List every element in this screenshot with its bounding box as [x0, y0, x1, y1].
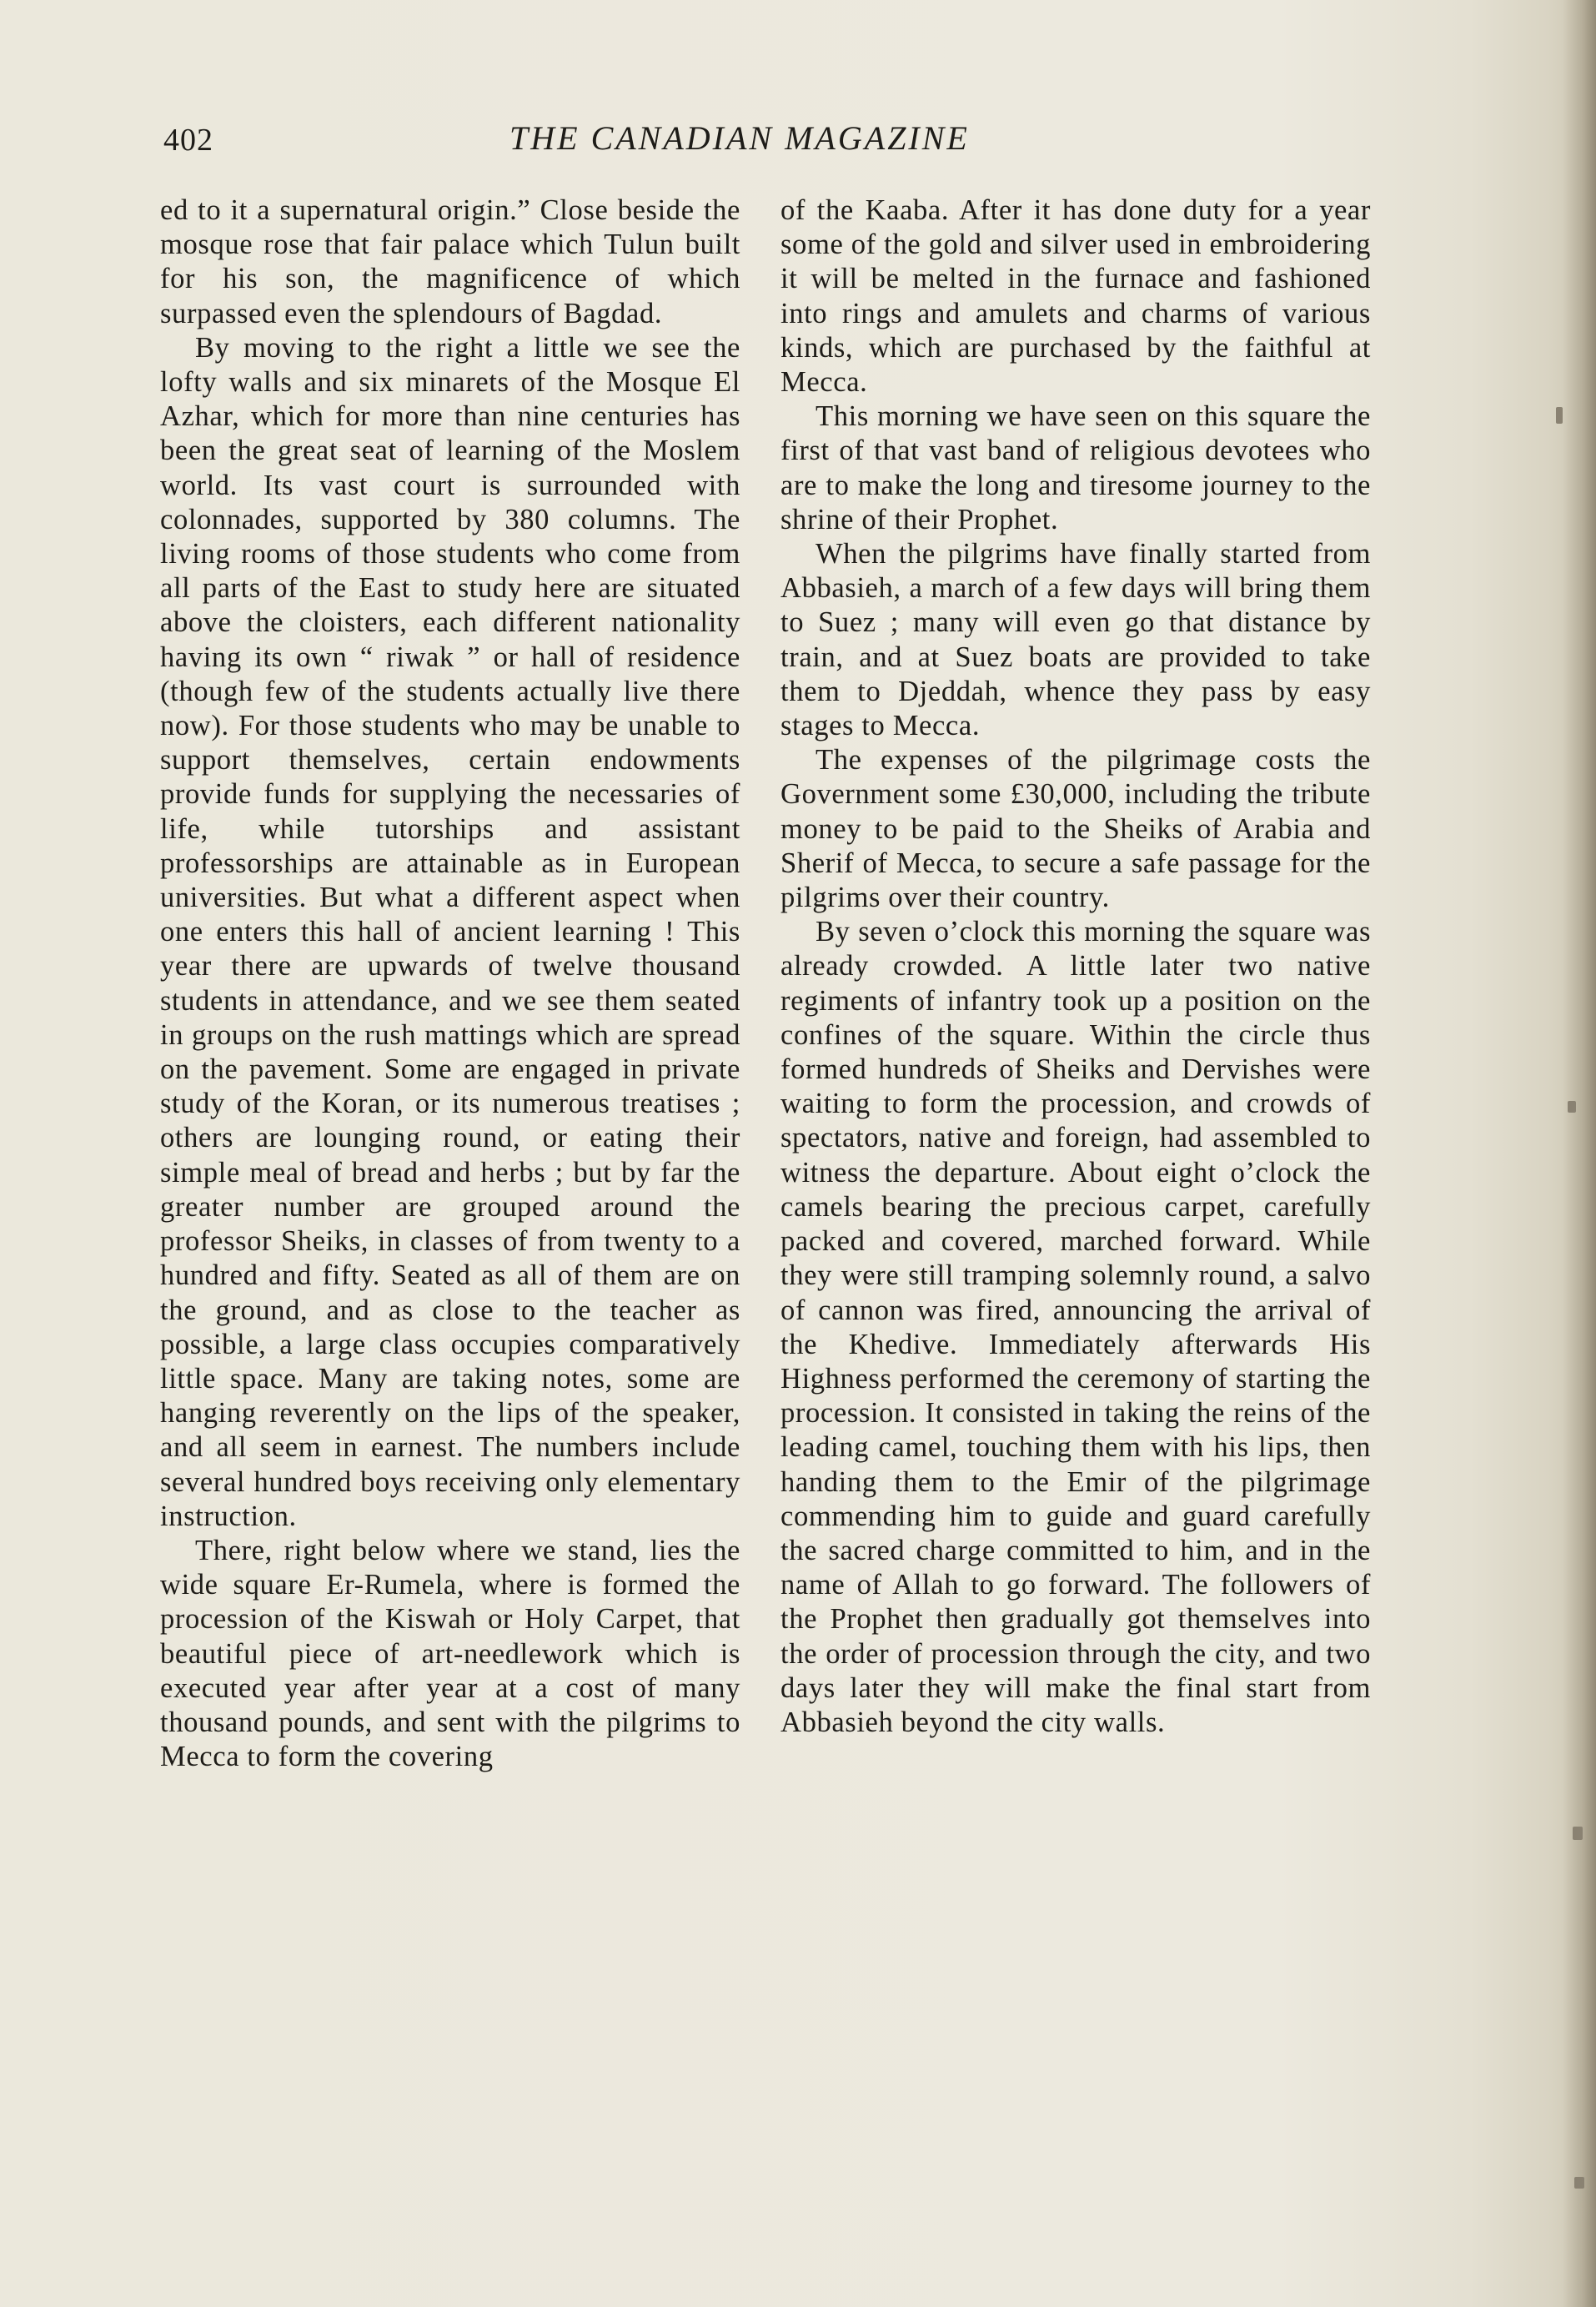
- page-gutter-shadow: [1563, 0, 1596, 2307]
- running-title: THE CANADIAN MAGAZINE: [509, 119, 970, 157]
- paragraph: The expenses of the pilgrimage costs the Government some £30,000, including the tribute money to be paid to the Sheiks of Arabia and Sherif of Mecca, to secure a safe passage for the pilgrims over their country.: [780, 744, 1371, 914]
- paragraph: ed to it a supernatural origin.” Close beside the mosque rose that fair palace which Tulun built for his son, the magnificence of which surpassed even the splendours of Bagdad.: [160, 194, 740, 329]
- edge-speck: [1573, 1827, 1583, 1840]
- page-header: [163, 115, 1373, 165]
- paragraph: By moving to the right a little we see the lofty walls and six minarets of the Mosque El Azhar, which for more than nine centuries has been the great seat of learning of the Moslem world. Its vast court is surrounded with colonnades, supported by 380 columns. The living rooms of those students who come from all parts of the East to study here are situated above the cloisters, each different nationality having its own “ riwak ” or hall of residence (though few of the students actually live there now). For those students who may be unable to support themselves, certain endowments provide funds for supplying the necessaries of life, while tutorships and assistant professorships are attainable as in European universities. But what a different aspect when one enters this hall of ancient learning ! This year there are upwards of twelve thousand students in attendance, and we see them seated in groups on the rush mattings which are spread on the pavement. Some are engaged in private study of the Koran, or its numerous treatises ; others are lounging round, or eating their simple meal of bread and herbs ; but by far the greater number are grouped around the professor Sheiks, in classes of from twenty to a hundred and fifty. Seated as all of them are on the ground, and as close to the teacher as possible, a large class occupies comparatively little space. Many are taking notes, some are hanging reverently on the lips of the speaker, and all seem in earnest. The numbers include several hundred boys receiving only elementary instruction.: [160, 331, 740, 1532]
- page-number: 402: [163, 123, 213, 158]
- edge-speck: [1568, 1101, 1576, 1113]
- right-column: [780, 194, 1371, 1740]
- edge-speck: [1574, 2177, 1584, 2189]
- edge-speck: [1556, 407, 1563, 424]
- paragraph: of the Kaaba. After it has done duty for a year some of the gold and silver used in embroidering it will be melted in the furnace and fashioned into rings and amulets and charms of various kinds, which are purchased by the faithful at Mecca.: [780, 194, 1371, 399]
- paragraph: When the pilgrims have finally started from Abbasieh, a march of a few days will bring them to Suez ; many will even go that distance by train, and at Suez boats are provided to take them to Djeddah, whence they pass by easy stages to Mecca.: [780, 538, 1371, 742]
- left-column: [160, 194, 740, 1774]
- paragraph: By seven o’clock this morning the square was already crowded. A little later two native regiments of infantry took up a position on the confines of the square. Within the circle thus formed hundreds of Sheiks and Dervishes were waiting to form the procession, and crowds of spectators, native and foreign, had assembled to witness the departure. About eight o’clock the camels bearing the precious carpet, carefully packed and covered, marched forward. While they were still tramping solemnly round, a salvo of cannon was fired, announcing the arrival of the Khedive. Immediately afterwards His Highness performed the ceremony of starting the procession. It consisted in taking the reins of the leading camel, touching them with his lips, then handing them to the Emir of the pilgrimage commending him to guide and guard carefully the sacred charge committed to him, and in the name of Allah to go forward. The followers of the Prophet then gradually got themselves into the order of procession through the city, and two days later they will make the final start from Abbasieh beyond the city walls.: [780, 916, 1371, 1738]
- paragraph: This morning we have seen on this square the first of that vast band of religious devotees who are to make the long and tiresome journey to the shrine of their Prophet.: [780, 400, 1371, 535]
- paragraph: There, right below where we stand, lies the wide square Er-Rumela, where is formed the procession of the Kiswah or Holy Carpet, that beautiful piece of art-needlework which is executed year after year at a cost of many thousand pounds, and sent with the pilgrims to Mecca to form the covering: [160, 1534, 740, 1773]
